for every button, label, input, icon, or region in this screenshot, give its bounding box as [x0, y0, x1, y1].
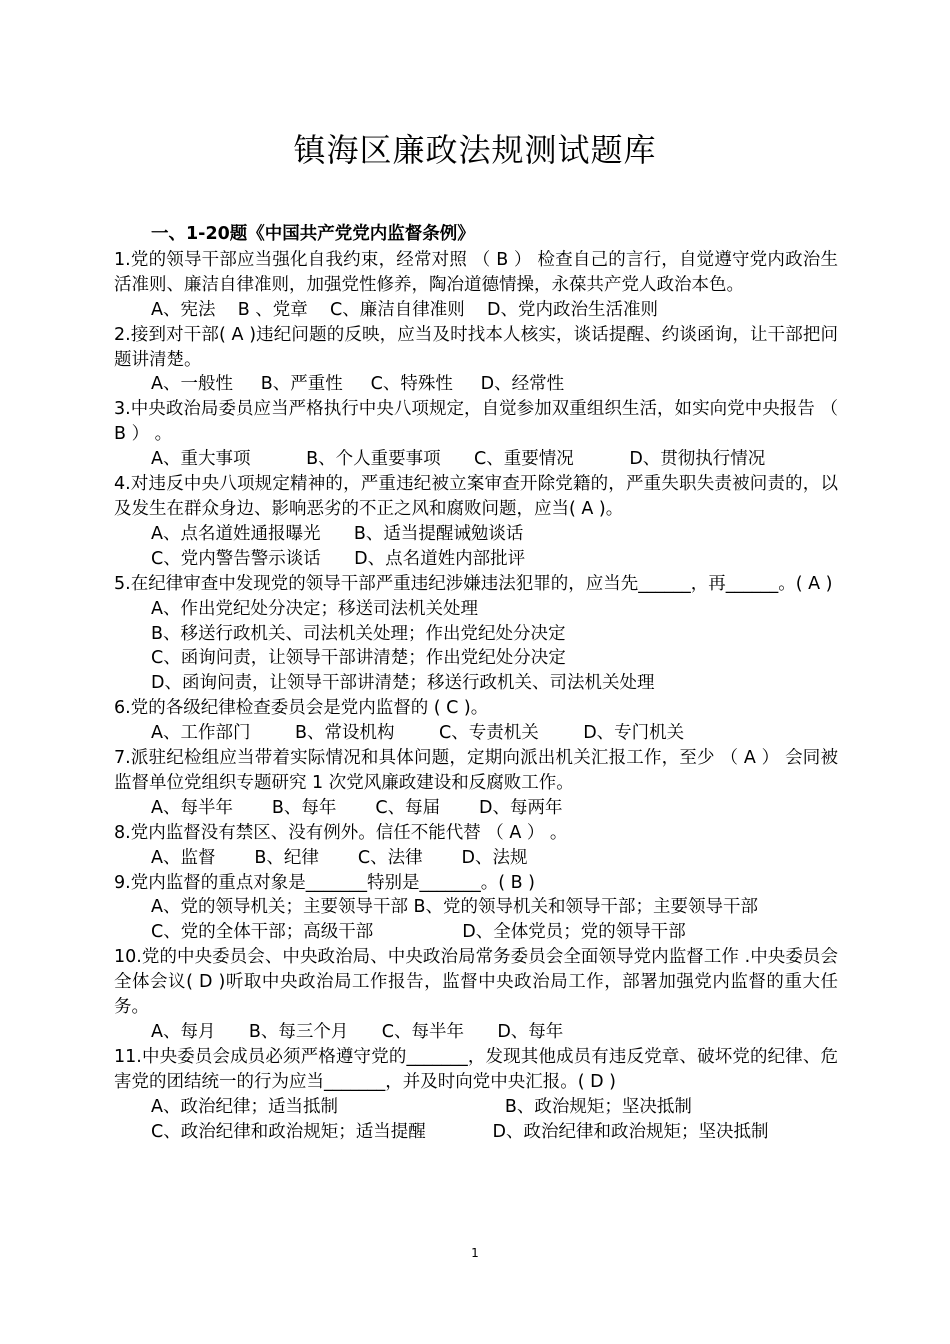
- answer-options: C、函询问责，让领导干部讲清楚；作出党纪处分决定: [151, 648, 566, 669]
- answer-options: B、移送行政机关、司法机关处理；作出党纪处分决定: [151, 623, 566, 644]
- answer-options: C、党内警告警示谈话 D、点名道姓内部批评: [151, 548, 526, 569]
- document-content: [114, 222, 838, 1145]
- question-text: 5.在纪律审查中发现党的领导干部严重违纪涉嫌违法犯罪的，应当先______，再______。( A ): [114, 573, 833, 594]
- question-text: 9.党内监督的重点对象是_______特别是_______。( B ): [114, 872, 535, 893]
- answer-options: A、宪法 B 、党章 C、廉洁自律准则 D、党内政治生活准则: [151, 299, 658, 320]
- answer-options: C、党的全体干部；高级干部 D、全体党员；党的领导干部: [151, 922, 686, 943]
- answer-options: A、一般性 B、严重性 C、特殊性 D、经常性: [151, 374, 565, 395]
- question-text: 7.派驻纪检组应当带着实际情况和具体问题，定期向派出机关汇报工作，至少 （ A ） 会同被监督单位党组织专题研究 1 次党风廉政建设和反腐败工作。: [114, 748, 838, 793]
- section-heading: 一、1-20题《中国共产党党内监督条例》: [151, 224, 475, 244]
- answer-options: C、政治纪律和政治规矩；适当提醒 D、政治纪律和政治规矩；坚决抵制: [151, 1121, 769, 1142]
- document-title: 镇海区廉政法规测试题库: [293, 131, 657, 169]
- answer-options: A、工作部门 B、常设机构 C、专责机关 D、专门机关: [151, 723, 685, 744]
- question-text: 6.党的各级纪律检查委员会是党内监督的 ( C )。: [114, 698, 489, 719]
- answer-options: A、作出党纪处分决定；移送司法机关处理: [151, 598, 478, 619]
- question-text: 8.党内监督没有禁区、没有例外。信任不能代替 （ A ） 。: [114, 822, 568, 843]
- answer-options: A、重大事项 B、个人重要事项 C、重要情况 D、贯彻执行情况: [151, 449, 766, 470]
- answer-options: D、函询问责，让领导干部讲清楚；移送行政机关、司法机关处理: [151, 673, 655, 694]
- answer-options: A、每月 B、每三个月 C、每半年 D、每年: [151, 1022, 564, 1042]
- question-text: 3.中央政治局委员应当严格执行中央八项规定，自觉参加双重组织生活，如实向党中央报告 （ B ） 。: [114, 399, 838, 445]
- answer-options: A、每半年 B、每年 C、每届 D、每两年: [151, 797, 563, 818]
- question-text: 1.党的领导干部应当强化自我约束，经常对照 （ B ） 检查自己的言行，自觉遵守党内政治生活准则、廉洁自律准则，加强党性修养，陶冶道德情操，永葆共产党人政治本色。: [114, 249, 838, 295]
- answer-options: A、监督 B、纪律 C、法律 D、法规: [151, 847, 528, 868]
- answer-options: A、党的领导机关；主要领导干部 B、党的领导机关和领导干部；主要领导干部: [151, 897, 759, 918]
- question-text: 4.对违反中央八项规定精神的，严重违纪被立案审查开除党籍的，严重失职失责被问责的，以及发生在群众身边、影响恶劣的不正之风和腐败问题，应当( A )。: [114, 474, 838, 519]
- answer-options: A、点名道姓通报曝光 B、适当提醒诫勉谈话: [151, 523, 524, 544]
- answer-options: A、政治纪律；适当抵制 B、政治规矩；坚决抵制: [151, 1096, 692, 1117]
- question-text: 2.接到对干部( A )违纪问题的反映，应当及时找本人核实，谈话提醒、约谈函询，让干部把问题讲清楚。: [114, 324, 838, 370]
- page-number: 1: [471, 1246, 479, 1260]
- question-text: 10.党的中央委员会、中央政治局、中央政治局常务委员会全面领导党内监督工作 .中央委员会全体会议( D )听取中央政治局工作报告，监督中央政治局工作，部署加强党内监督的重大任务。: [114, 947, 838, 1018]
- question-text: 11.中央委员会成员必须严格遵守党的_______，发现其他成员有违反党章、破坏党的纪律、危害党的团结统一的行为应当_______，并及时向党中央汇报。( D ): [114, 1046, 838, 1092]
